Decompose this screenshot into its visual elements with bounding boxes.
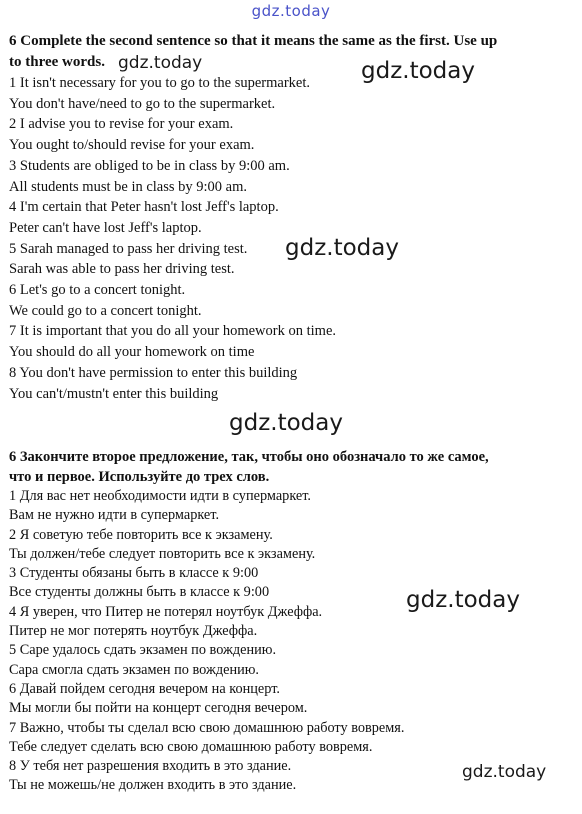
sentence-line: Ты не можешь/не должен входить в это здание. <box>9 777 297 794</box>
watermark: gdz.today <box>406 587 520 613</box>
watermark: gdz.today <box>285 235 399 261</box>
sentence-line: You can't/mustn't enter this building <box>9 385 219 402</box>
sentence-line: 6 Давай пойдем сегодня вечером на концерт. <box>9 680 280 697</box>
sentence-line: Вам не нужно идти в супермаркет. <box>9 507 220 524</box>
sentence-line: Питер не мог потерять ноутбук Джеффа. <box>9 623 258 640</box>
russian-heading-line-1: 6 Закончите второе предложение, так, чтобы оно обозначало то же самое, <box>9 449 489 465</box>
english-exercise <box>9 31 575 404</box>
sentence-line: 8 You don't have permission to enter this building <box>9 364 298 381</box>
sentence-line: Peter can't have lost Jeff's laptop. <box>9 219 202 236</box>
watermark: gdz.today <box>462 762 547 782</box>
russian-heading-line-2: что и первое. Используйте до трех слов. <box>9 468 270 485</box>
sentence-line: 4 I'm certain that Peter hasn't lost Jeff's laptop. <box>9 199 279 216</box>
sentence-line: 4 Я уверен, что Питер не потерял ноутбук Джеффа. <box>9 603 323 620</box>
sentence-line: 3 Students are obliged to be in class by 9:00 am. <box>9 157 290 174</box>
sentence-line: 3 Студенты обязаны быть в классе к 9:00 <box>9 565 259 582</box>
sentence-line: You don't have/need to go to the supermarket. <box>9 95 276 112</box>
sentence-line: You ought to/should revise for your exam. <box>9 137 255 154</box>
russian-sentence-list <box>9 487 575 796</box>
watermark: gdz.today <box>229 410 343 436</box>
sentence-line: Все студенты должны быть в классе к 9:00 <box>9 584 270 601</box>
sentence-line: 5 Саре удалось сдать экзамен по вождению. <box>9 642 277 659</box>
sentence-line: 5 Sarah managed to pass her driving test. <box>9 240 248 257</box>
sentence-line: Тебе следует сделать всю свою домашнюю работу вовремя. <box>9 738 373 755</box>
english-heading-line-1: 6 Complete the second sentence so that it means the same as the first. Use up <box>9 33 498 49</box>
sentence-line: Сара смогла сдать экзамен по вождению. <box>9 661 259 678</box>
site-watermark-header: gdz.today <box>251 2 331 20</box>
sentence-line: We could go to a concert tonight. <box>9 302 202 319</box>
sentence-line: 7 It is important that you do all your homework on time. <box>9 323 337 340</box>
sentence-line: All students must be in class by 9:00 am. <box>9 178 248 195</box>
english-heading-line-2: to three words. <box>9 54 105 70</box>
sentence-line: 6 Let's go to a concert tonight. <box>9 282 186 299</box>
watermark: gdz.today <box>361 58 475 84</box>
sentence-line: 7 Важно, чтобы ты сделал всю свою домашнюю работу вовремя. <box>9 719 405 736</box>
sentence-line: Sarah was able to pass her driving test. <box>9 261 235 278</box>
sentence-line: 1 It isn't necessary for you to go to the supermarket. <box>9 75 310 91</box>
sentence-line: Мы могли бы пойти на концерт сегодня вечером. <box>9 700 308 717</box>
sentence-line: You should do all your homework on time <box>9 344 255 361</box>
sentence-line: 8 У тебя нет разрешения входить в это здание. <box>9 758 292 775</box>
sentence-line: 2 Я советую тебе повторить все к экзамену. <box>9 526 273 543</box>
sentence-line: 2 I advise you to revise for your exam. <box>9 116 234 133</box>
sentence-line: 1 Для вас нет необходимости идти в супермаркет. <box>9 488 311 504</box>
watermark: gdz.today <box>118 53 203 73</box>
sentence-line: Ты должен/тебе следует повторить все к экзамену. <box>9 545 316 562</box>
russian-exercise <box>9 448 575 796</box>
